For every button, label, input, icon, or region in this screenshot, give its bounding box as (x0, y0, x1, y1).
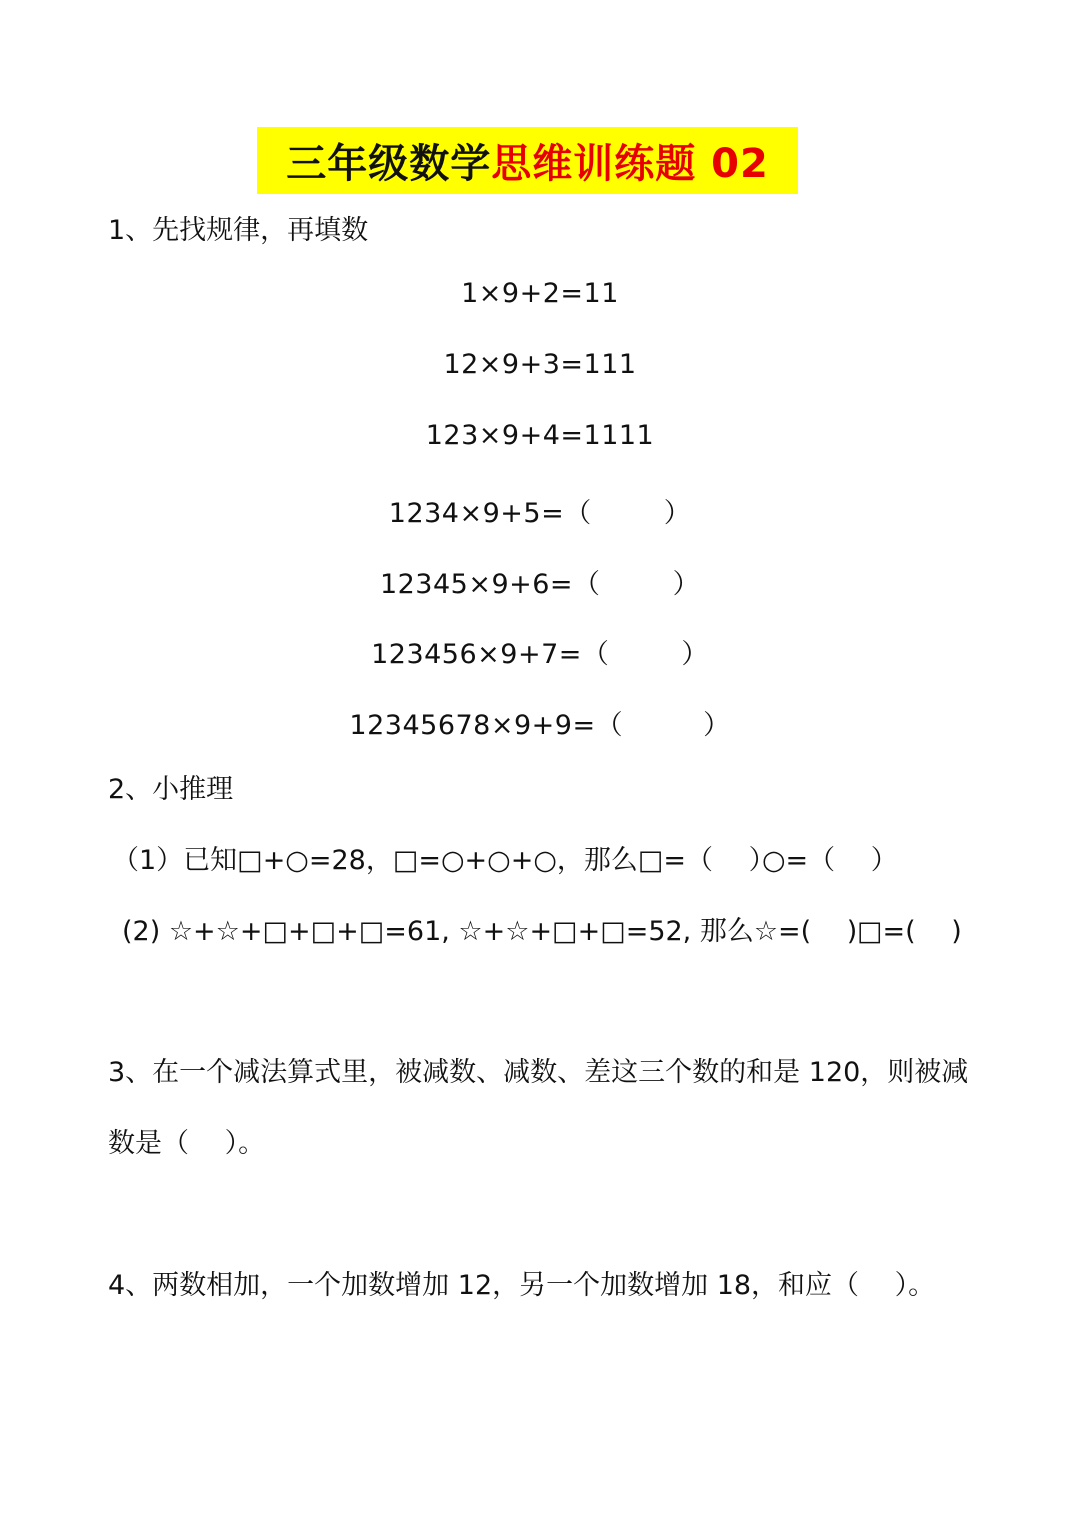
title-part-red: 思维训练题 02 (491, 141, 769, 187)
question-1-heading: 1、先找规律，再填数 (108, 215, 369, 246)
equation-close-paren: ） (663, 498, 692, 529)
equation-text: 12345×9+6=（ (379, 569, 601, 600)
page-title (257, 127, 798, 194)
equation-text: 12345678×9+9=（ (349, 710, 624, 741)
question-2-sub1-circle-answer: ○=（ ） (762, 845, 898, 876)
question-2-sub1: （1）已知□+○=28，□=○+○+○，那么□=（ ） (112, 845, 776, 876)
equation-1 (0, 278, 1080, 309)
question-3-line2: 数是（ ）。 (108, 1128, 266, 1159)
equation-text: 1234×9+5=（ (388, 498, 592, 529)
equation-close-paren: ） (672, 569, 701, 600)
equation-close-paren: ） (681, 639, 709, 670)
equation-text: 123456×9+7=（ (371, 639, 610, 670)
equation-5 (0, 562, 1080, 601)
title-part-black: 三年级数学 (286, 141, 492, 187)
equation-close-paren: ） (703, 710, 731, 741)
equation-4 (0, 491, 1080, 530)
question-2-heading: 2、小推理 (108, 774, 234, 805)
equation-text: 12×9+3=111 (443, 349, 637, 380)
equation-text: 1×9+2=11 (461, 278, 619, 309)
question-3-line1: 3、在一个减法算式里，被减数、减数、差这三个数的和是 120，则被减 (108, 1057, 969, 1088)
equation-2 (0, 349, 1080, 380)
equation-7 (0, 703, 1080, 742)
question-2-sub2-square-answer: □=( ) (857, 916, 962, 947)
question-2-sub2: (2) ☆+☆+□+□+□=61, ☆+☆+□+□=52, 那么☆=( ) (122, 916, 858, 947)
equation-text: 123×9+4=1111 (425, 420, 655, 451)
question-4: 4、两数相加，一个加数增加 12，另一个加数增加 18，和应（ ）。 (108, 1270, 936, 1301)
equation-6 (0, 632, 1080, 671)
equation-3 (0, 420, 1080, 451)
